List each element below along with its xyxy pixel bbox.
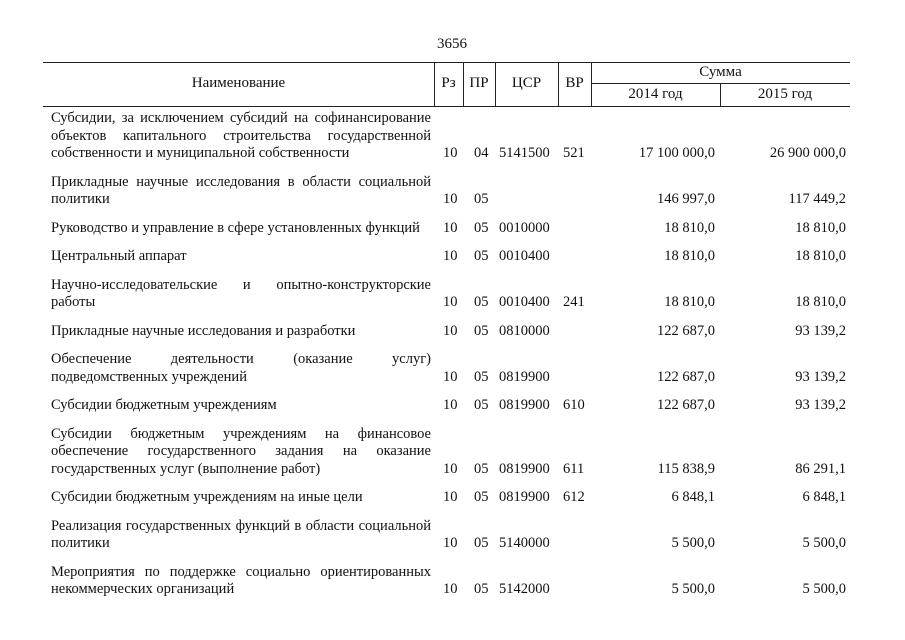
header-2014: 2014 год bbox=[628, 86, 683, 102]
row-vr: 611 bbox=[563, 460, 585, 477]
row-rz: 10 bbox=[443, 460, 458, 477]
row-sum-2015: 26 900 000,0 bbox=[769, 145, 846, 161]
row-pr: 05 bbox=[474, 322, 489, 339]
table-row bbox=[51, 564, 851, 599]
row-vr: 241 bbox=[563, 294, 585, 310]
row-vr: 521 bbox=[563, 145, 585, 161]
row-pr: 05 bbox=[474, 294, 489, 310]
row-pr: 05 bbox=[474, 191, 489, 207]
row-sum-2014: 115 838,9 bbox=[657, 460, 715, 477]
row-sum-2015: 18 810,0 bbox=[795, 219, 846, 236]
row-pr: 05 bbox=[474, 581, 489, 597]
row-sum-2015: 86 291,1 bbox=[795, 460, 846, 477]
header-rz: Рз bbox=[441, 75, 456, 91]
table-row bbox=[51, 397, 851, 415]
row-csr: 0819900 bbox=[499, 489, 550, 505]
row-name: Субсидии бюджетным учреждениям на финансовое обеспечение государственного задания на оказание государственных услуг (выполнение работ) bbox=[51, 425, 431, 477]
row-csr: 5142000 bbox=[499, 581, 550, 597]
row-sum-2015: 93 139,2 bbox=[795, 322, 846, 339]
row-rz: 10 bbox=[443, 145, 458, 161]
row-csr: 0819900 bbox=[499, 368, 550, 385]
row-pr: 05 bbox=[474, 248, 489, 264]
row-pr: 05 bbox=[474, 368, 489, 385]
row-rz: 10 bbox=[443, 489, 458, 505]
row-rz: 10 bbox=[443, 581, 458, 597]
row-rz: 10 bbox=[443, 248, 458, 264]
row-sum-2014: 6 848,1 bbox=[671, 489, 715, 505]
row-sum-2015: 18 810,0 bbox=[795, 294, 846, 310]
row-sum-2014: 5 500,0 bbox=[671, 581, 715, 597]
table-body bbox=[51, 110, 851, 610]
row-sum-2015: 5 500,0 bbox=[802, 581, 846, 597]
row-sum-2014: 122 687,0 bbox=[657, 322, 715, 339]
row-sum-2014: 18 810,0 bbox=[664, 294, 715, 310]
header-vr: ВР bbox=[565, 75, 584, 91]
row-sum-2015: 117 449,2 bbox=[788, 191, 846, 207]
row-sum-2014: 122 687,0 bbox=[657, 397, 715, 413]
row-pr: 05 bbox=[474, 489, 489, 505]
row-csr: 0810000 bbox=[499, 322, 550, 339]
row-rz: 10 bbox=[443, 368, 458, 385]
row-csr: 5140000 bbox=[499, 535, 550, 551]
row-pr: 05 bbox=[474, 535, 489, 551]
row-name: Субсидии бюджетным учреждениям bbox=[51, 397, 277, 413]
header-csr: ЦСР bbox=[511, 75, 542, 91]
table-row bbox=[51, 220, 851, 238]
row-name: Обеспечение деятельности (оказание услуг) подведомственных учреждений bbox=[51, 351, 431, 385]
table-header bbox=[43, 62, 850, 107]
row-rz: 10 bbox=[443, 191, 458, 207]
row-sum-2015: 93 139,2 bbox=[795, 368, 846, 385]
row-name: Научно-исследовательские и опытно-конструкторские работы bbox=[51, 276, 431, 310]
header-2015: 2015 год bbox=[757, 86, 813, 102]
row-csr: 0010000 bbox=[499, 219, 550, 236]
page-number: 3656 bbox=[437, 36, 467, 52]
row-sum-2014: 122 687,0 bbox=[657, 368, 715, 385]
row-sum-2014: 18 810,0 bbox=[664, 219, 715, 236]
row-vr: 610 bbox=[563, 397, 585, 413]
row-sum-2014: 18 810,0 bbox=[664, 248, 715, 264]
row-name: Прикладные научные исследования и разработки bbox=[51, 322, 356, 339]
row-name: Прикладные научные исследования в области социальной политики bbox=[51, 173, 431, 207]
row-name: Субсидии бюджетным учреждениям на иные цели bbox=[51, 489, 363, 505]
row-pr: 05 bbox=[474, 219, 489, 236]
row-vr: 612 bbox=[563, 489, 585, 505]
table-row bbox=[51, 426, 851, 479]
header-name: Наименование bbox=[191, 75, 286, 91]
row-csr: 0819900 bbox=[499, 397, 550, 413]
row-name: Мероприятия по поддержке социально ориентированных некоммерческих организаций bbox=[51, 563, 431, 597]
table-row bbox=[51, 248, 851, 266]
row-rz: 10 bbox=[443, 219, 458, 236]
row-rz: 10 bbox=[443, 535, 458, 551]
row-pr: 04 bbox=[474, 145, 489, 161]
table-row bbox=[51, 277, 851, 312]
row-rz: 10 bbox=[443, 322, 458, 339]
row-sum-2015: 5 500,0 bbox=[802, 535, 846, 551]
row-name: Реализация государственных функций в области социальной политики bbox=[51, 517, 431, 551]
row-csr: 0010400 bbox=[499, 248, 550, 264]
row-sum-2014: 17 100 000,0 bbox=[638, 145, 715, 161]
row-csr: 5141500 bbox=[499, 145, 550, 161]
table-row bbox=[51, 110, 851, 163]
row-sum-2015: 6 848,1 bbox=[802, 489, 846, 505]
row-rz: 10 bbox=[443, 397, 458, 413]
table-row bbox=[51, 351, 851, 386]
row-pr: 05 bbox=[474, 397, 489, 413]
row-name: Субсидии, за исключением субсидий на софинансирование объектов капитального строительства государственной собственности и муниципальной собственности bbox=[51, 110, 431, 161]
row-rz: 10 bbox=[443, 294, 458, 310]
row-sum-2015: 93 139,2 bbox=[795, 397, 846, 413]
row-name: Центральный аппарат bbox=[51, 248, 187, 264]
row-pr: 05 bbox=[474, 460, 489, 477]
table-row bbox=[51, 323, 851, 341]
header-pr: ПР bbox=[469, 75, 489, 91]
row-sum-2015: 18 810,0 bbox=[795, 248, 846, 264]
row-sum-2014: 146 997,0 bbox=[657, 191, 715, 207]
table-row bbox=[51, 518, 851, 553]
table-row bbox=[51, 174, 851, 209]
row-sum-2014: 5 500,0 bbox=[671, 535, 715, 551]
table-row bbox=[51, 489, 851, 507]
row-name: Руководство и управление в сфере установленных функций bbox=[51, 219, 420, 236]
row-csr: 0010400 bbox=[499, 294, 550, 310]
row-csr: 0819900 bbox=[499, 460, 550, 477]
header-sum: Сумма bbox=[699, 64, 742, 80]
